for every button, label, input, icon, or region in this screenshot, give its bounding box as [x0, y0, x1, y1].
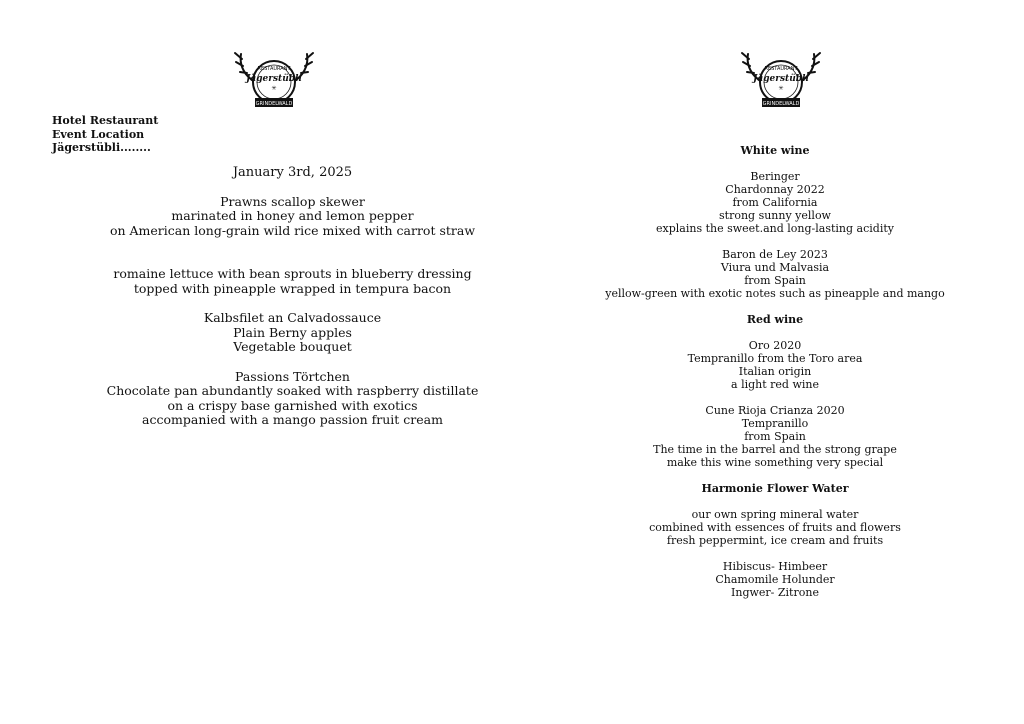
wine-entry — [560, 404, 990, 469]
logo-sub: GRINDELWALD — [255, 101, 293, 107]
logo-arc-text: RESTAURANT — [257, 66, 291, 72]
wine-line: explains the sweet.and long-lasting acidity — [656, 222, 894, 235]
wine-line: make this wine something very special — [666, 456, 884, 469]
red-wine-heading: Red wine — [746, 313, 804, 326]
address-block — [52, 114, 158, 155]
logo-left — [233, 46, 315, 112]
wine-line: Baron de Ley 2023 — [722, 248, 828, 261]
water-line: combined with essences of fruits and flowers — [649, 521, 901, 534]
logo-name: Jägerstübli — [753, 74, 809, 84]
wine-line: Tempranillo from the Toro area — [687, 352, 863, 365]
water-line: our own spring mineral water — [691, 508, 859, 521]
logo-right — [740, 46, 822, 112]
wine-entry — [560, 170, 990, 235]
water-line: Chamomile Holunder — [715, 573, 835, 586]
water-line: Hibiscus- Himbeer — [722, 560, 828, 573]
wine-line: The time in the barrel and the strong grape — [653, 443, 897, 456]
address-line: Event Location — [52, 127, 145, 141]
wine-line: Tempranillo — [741, 417, 809, 430]
address-line: Jägerstübli........ — [52, 141, 151, 154]
wine-line: from Spain — [744, 274, 806, 287]
course-main — [80, 311, 505, 355]
course-dessert — [80, 370, 505, 428]
wine-line: Cune Rioja Crianza 2020 — [705, 404, 845, 417]
address-line: Hotel Restaurant — [52, 114, 159, 127]
wine-entry — [560, 339, 990, 391]
course-line: Passions Törtchen — [235, 368, 350, 384]
wine-line: yellow-green with exotic notes such as pineapple and mango — [605, 287, 945, 300]
course-line: Chocolate pan abundantly soaked with raspberry distillate — [106, 383, 479, 398]
white-wine-heading: White wine — [740, 144, 810, 157]
wine-line: from California — [732, 196, 818, 209]
menu-date: January 3rd, 2025 — [232, 165, 353, 180]
wine-line: Italian origin — [738, 365, 812, 378]
wine-line: Chardonnay 2022 — [725, 183, 825, 196]
course-line: on American long-grain wild rice mixed with carrot straw — [109, 222, 476, 238]
course-line: topped with pineapple wrapped in tempura bacon — [133, 280, 452, 296]
course-salad — [80, 267, 505, 296]
water-flavors — [560, 560, 990, 599]
menu-column — [80, 166, 505, 443]
water-description — [560, 508, 990, 547]
course-line: accompanied with a mango passion fruit cream — [142, 412, 443, 427]
logo-arc-text: RESTAURANT — [764, 66, 798, 72]
wine-line: from Spain — [744, 430, 806, 443]
water-line: fresh peppermint, ice cream and fruits — [666, 534, 884, 547]
water-line: Ingwer- Zitrone — [731, 586, 819, 599]
course-line: Prawns scallop skewer — [220, 193, 365, 209]
drinks-column — [560, 144, 990, 612]
course-line: Plain Berny apples — [233, 324, 352, 340]
course-line: Vegetable bouquet — [233, 339, 352, 354]
course-line: romaine lettuce with bean sprouts in blueberry dressing — [113, 266, 472, 281]
wine-line: Oro 2020 — [748, 339, 802, 352]
wine-entry — [560, 248, 990, 300]
course-line: marinated in honey and lemon pepper — [171, 208, 414, 223]
course-starter — [80, 195, 505, 239]
wine-line: Beringer — [750, 170, 800, 183]
svg-text:✳: ✳ — [778, 85, 784, 92]
logo-name: Jägerstübli — [246, 74, 302, 84]
wine-line: strong sunny yellow — [719, 209, 831, 222]
wine-line: a light red wine — [731, 378, 819, 391]
wine-line: Viura und Malvasia — [720, 261, 830, 274]
course-line: Kalbsfilet an Calvadossauce — [203, 310, 382, 325]
water-heading: Harmonie Flower Water — [701, 482, 849, 495]
logo-sub: GRINDELWALD — [762, 101, 800, 107]
course-line: on a crispy base garnished with exotics — [167, 397, 418, 413]
svg-text:✳: ✳ — [271, 85, 277, 92]
